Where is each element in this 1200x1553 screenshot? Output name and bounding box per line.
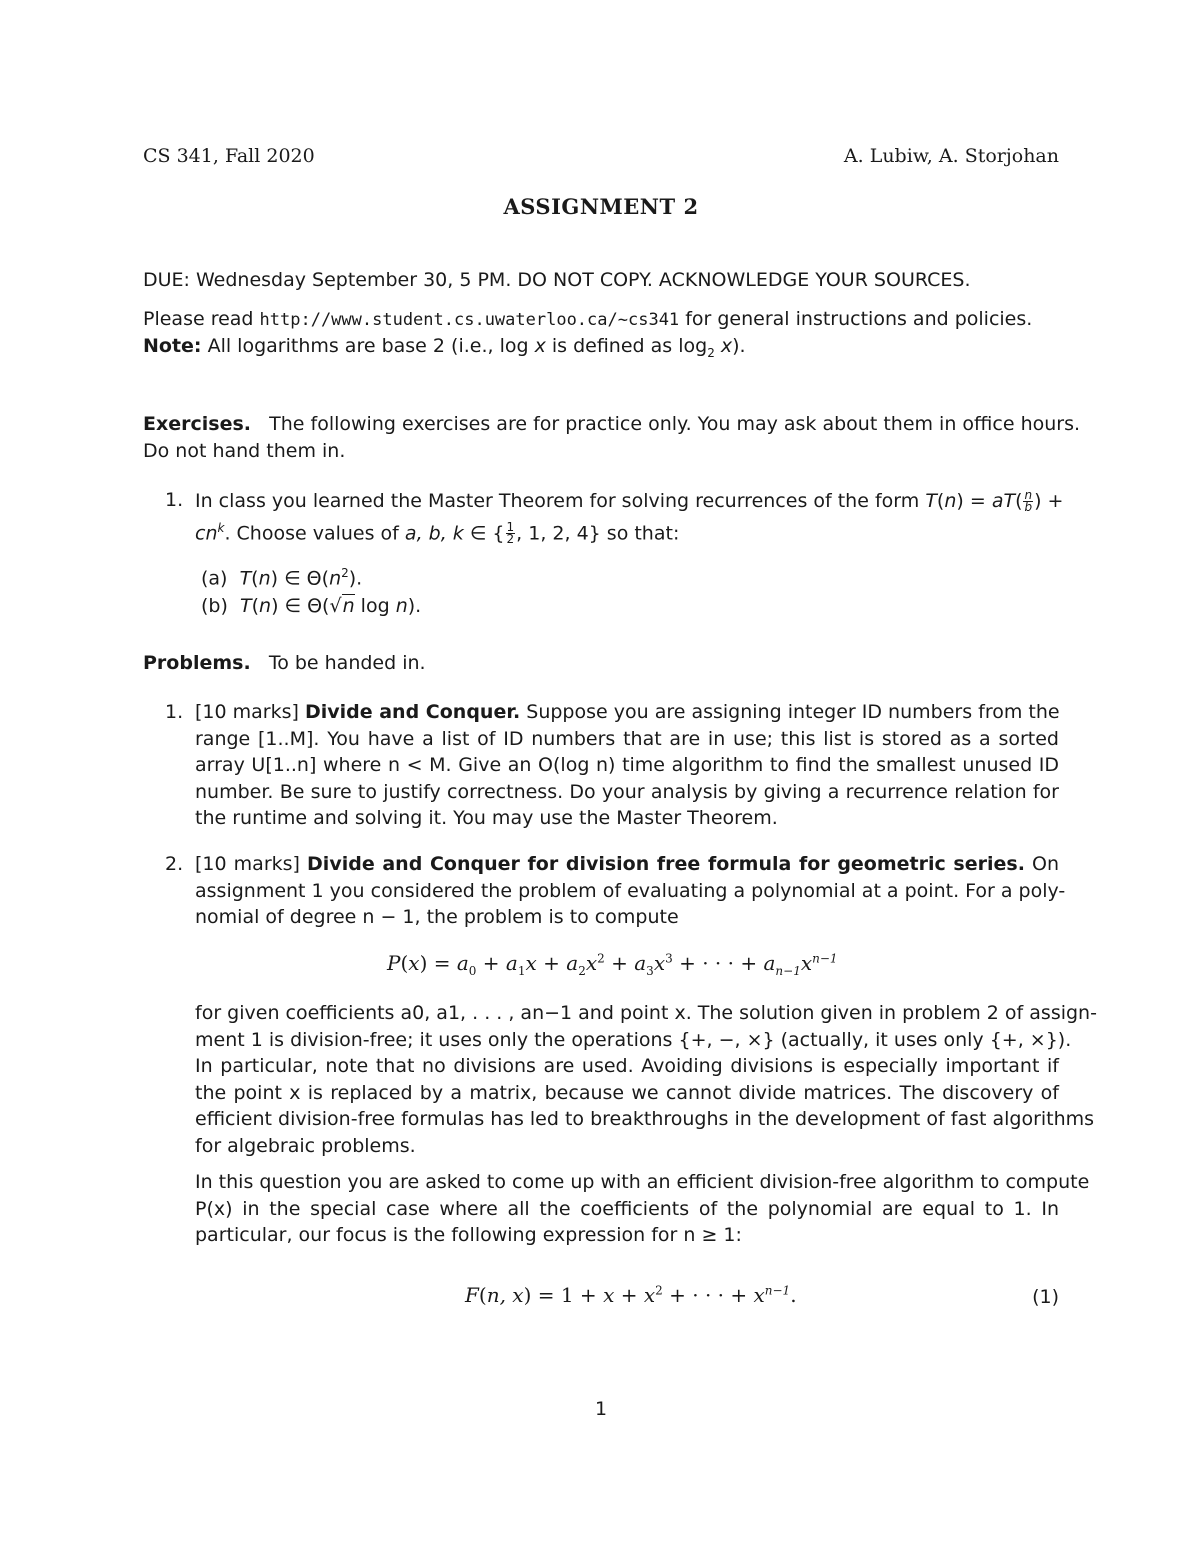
due-line: DUE: Wednesday September 30, 5 PM. DO NOT COPY. ACKNOWLEDGE YOUR SOURCES. <box>143 269 971 291</box>
problem-1-line: array U[1..n] where n < M. Give an O(log n) time algorithm to find the smallest unused ID <box>195 754 1059 776</box>
math-x: x <box>720 335 733 357</box>
exercise-1-sothat: so that: <box>606 522 680 545</box>
problem-2-line: P(x) in the special case where all the coefficients of the polynomial are equal to 1. In <box>195 1197 1059 1220</box>
geometric-series-equation: F(n, $x) = 1 + x + x^2$ + · · · + $x^{n-1}$. <box>465 1283 797 1307</box>
problem-2-line: nomial of degree n − 1, the problem is to compute <box>195 906 679 928</box>
problem-2-number: 2. <box>165 853 184 875</box>
polynomial-equation: $P(x) = a_0 + a_1x + a_2x^2 + a_3x^3$ + · · · + $a_{n-1}x^{n-1}$ <box>387 951 838 978</box>
note-label: Note: <box>143 335 202 357</box>
exercises-line1: The following exercises are for practice only. You may ask about them in office hours. <box>269 413 1081 435</box>
problem-2-line: [10 marks] Divide and Conquer for division free formula for geometric series. On <box>195 853 1059 875</box>
course-label: CS 341, Fall 2020 <box>143 145 315 167</box>
exercises-line2: Do not hand them in. <box>143 440 346 462</box>
problem-1-line: number. Be sure to justify correctness. Do your analysis by giving a recurrence relation for <box>195 780 1059 803</box>
problem-2-question <box>195 1169 1090 1249</box>
problem-2-line: ment 1 is division-free; it uses only the operations {+, −, ×} (actually, it uses only {+, ×}). <box>195 1028 1072 1051</box>
problem-2-line: the point x is replaced by a matrix, because we cannot divide matrices. The discovery of <box>195 1081 1059 1104</box>
exercises-label: Exercises. <box>143 413 251 435</box>
recurrence-formula: T <box>925 490 937 512</box>
problem-2-line: assignment 1 you considered the problem of evaluating a polynomial at a point. For a poly- <box>195 879 1066 902</box>
problem-2-line: efficient division-free formulas has led to breakthroughs in the development of fast algorithms <box>195 1108 1095 1130</box>
problem-1-body <box>195 699 1059 832</box>
problem-2-line: particular, our focus is the following expression for n ≥ 1: <box>195 1224 742 1246</box>
problem-2-marks: [10 marks] <box>195 853 300 875</box>
note-text-c: ). <box>732 335 746 357</box>
problem-2-line: for given coefficients a0, a1, . . . , an−1 and point x. The solution given in problem 2 of assign- <box>195 1002 1097 1024</box>
problems-intro <box>143 651 1059 675</box>
exercise-1-line2: $cn^k$. Choose values of a, b, k ∈ { $\frac{1}{2}$ , 1, 2, 4} so that: <box>195 520 680 547</box>
page-number: 1 <box>594 1398 608 1420</box>
note-text-b: is defined as log <box>545 335 708 357</box>
problem-1-number: 1. <box>165 701 184 723</box>
problem-1-line: the runtime and solving it. You may use the Master Theorem. <box>195 807 778 829</box>
read-suffix: for general instructions and policies. <box>679 308 1033 330</box>
problem-2-body <box>195 1000 1097 1159</box>
assignment-title: ASSIGNMENT 2 <box>503 194 699 219</box>
sub-a-label: (a) <box>201 567 228 590</box>
log-base: 2 <box>707 345 715 360</box>
problem-2-intro <box>195 851 1066 931</box>
exercise-1a: (a) T(n) ∈ $\Theta(n^2)$. <box>201 566 363 590</box>
problem-2-line: In particular, note that no divisions are used. Avoiding divisions is especially important if <box>195 1055 1059 1077</box>
problem-2-line: In this question you are asked to come up with an efficient division-free algorithm to compute <box>195 1171 1090 1193</box>
math-x: x <box>534 335 546 357</box>
exercise-1-choose: . Choose values of <box>224 522 399 545</box>
note-line <box>143 334 1059 365</box>
sub-b-label: (b) <box>201 595 228 617</box>
authors-label: A. Lubiw, A. Storjohan <box>843 145 1059 167</box>
problems-label: Problems. <box>143 652 251 674</box>
equation-number: (1) <box>1032 1286 1059 1308</box>
course-url-link[interactable]: http://www.student.cs.uwaterloo.ca/~cs341 <box>259 310 680 330</box>
exercise-1-number: 1. <box>165 489 184 511</box>
exercise-1b: (b) T(n) ∈ Θ(√n log n). <box>201 595 422 617</box>
note-text-a: All logarithms are base 2 (i.e., log <box>201 335 535 357</box>
exercises-intro <box>143 412 1081 436</box>
read-prefix: Please read <box>143 308 260 330</box>
problem-1-line: [10 marks] Divide and Conquer. Suppose you are assigning integer ID numbers from the <box>195 701 1060 723</box>
problem-1-line: range [1..M]. You have a list of ID numbers that are in use; this list is stored as a sorted <box>195 727 1059 750</box>
problems-text: To be handed in. <box>268 652 426 674</box>
problem-2-line: for algebraic problems. <box>195 1134 416 1157</box>
problem-1-marks: [10 marks] <box>195 701 299 723</box>
read-line <box>143 307 1059 332</box>
exercise-1-text: In class you learned the Master Theorem for solving recurrences of the form <box>195 490 920 512</box>
problem-2-heading: Divide and Conquer for division free formula for geometric series. <box>307 853 1025 875</box>
problem-1-heading: Divide and Conquer. <box>304 701 521 723</box>
exercise-1-line1: In class you learned the Master Theorem for solving recurrences of the form T(n) = aT( $\frac{n}{b}$ ) + <box>195 488 1064 514</box>
